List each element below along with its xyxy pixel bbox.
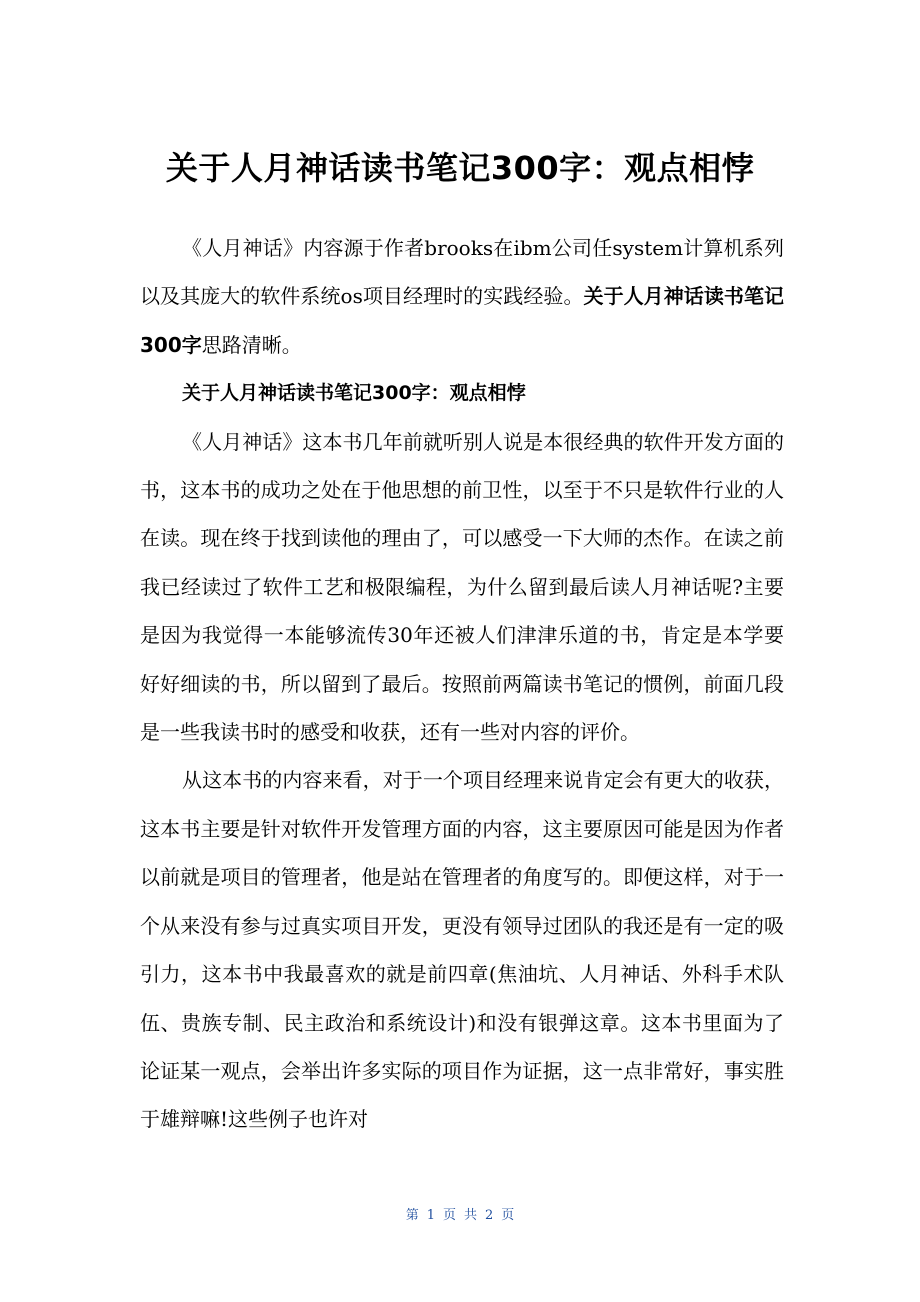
intro-bold-text: 关于人月神话读书笔记300字 [140, 284, 785, 357]
page-footer [0, 1206, 920, 1226]
footer-suffix: 页 [501, 1208, 515, 1223]
document-title: 关于人月神话读书笔记300字：观点相悖 [165, 149, 755, 187]
body-paragraph-2: 从这本书的内容来看，对于一个项目经理来说肯定会有更大的收获，这本书主要是针对软件开发管理方面的内容，这主要原因可能是因为作者以前就是项目的管理者，他是站在管理者的角度写的。即便这样，对于一个从来没有参与过真实项目开发，更没有领导过团队的我还是有一定的吸引力，这本书中我最喜欢的就是前四章(焦油坑、人月神话、外科手术队伍、贵族专制、民主政治和系统设计)和没有银弹这章。这本书里面为了论证某一观点，会举出许多实际的项目作为证据，这一点非常好，事实胜于雄辩嘛!这些例子也许对 [140, 768, 784, 1132]
intro-text: 《人月神话》内容源于作者brooks在ibm公司任system计算机系列以及其庞大的软件系统os项目经理时的实践经验。 [140, 236, 784, 309]
section-subheading: 关于人月神话读书笔记300字：观点相悖 [182, 382, 526, 405]
footer-current-page: 1 [426, 1208, 435, 1223]
document-body [140, 224, 784, 1144]
footer-total-prefix: 共 [464, 1208, 478, 1223]
footer-page-word: 页 [442, 1208, 456, 1223]
intro-paragraph [140, 224, 784, 369]
footer-total-pages: 2 [485, 1208, 494, 1223]
footer-prefix: 第 [405, 1208, 419, 1223]
intro-tail-text: 思路清晰。 [201, 332, 302, 357]
body-paragraph-1: 《人月神话》这本书几年前就听别人说是本很经典的软件开发方面的书，这本书的成功之处在于他思想的前卫性，以至于不只是软件行业的人在读。现在终于找到读他的理由了，可以感受一下大师的杰作。在读之前我已经读过了软件工艺和极限编程，为什么留到最后读人月神话呢?主要是因为我觉得一本能够流传30年还被人们津津乐道的书，肯定是本学要好好细读的书，所以留到了最后。按照前两篇读书笔记的惯例，前面几段是一些我读书时的感受和收获，还有一些对内容的评价。 [140, 429, 784, 745]
